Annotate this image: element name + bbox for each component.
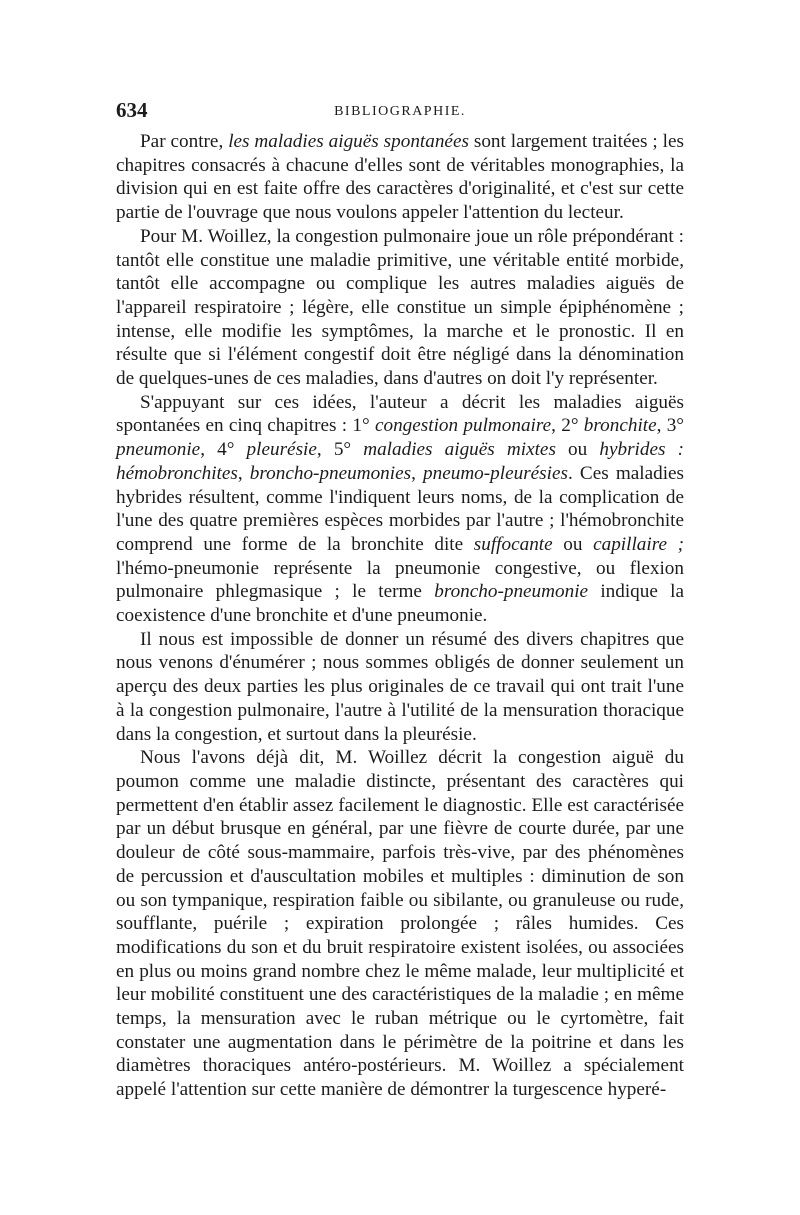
italic-text: pneumonie [116, 439, 201, 461]
italic-text: broncho-pneumonies [249, 462, 412, 484]
text-run: indique la coexistence d'une bronchite et d'une pneumonie. [116, 581, 685, 627]
text-run: . Ces maladies hybrides résultent, comme l'indiquent leurs noms, de la complication de l'une des quatre premières espèces morbides par l'autre ; l'hémobronchite comprend une forme de la bronchite dite [116, 462, 685, 555]
body-text [116, 130, 684, 1102]
page-number: 634 [116, 98, 148, 122]
text-run: , [411, 462, 424, 484]
page-header [116, 98, 684, 128]
running-title: BIBLIOGRAPHIE. [334, 104, 466, 119]
italic-text: les maladies aiguës spontanées [228, 131, 469, 152]
text-run: S'appuyant sur ces idées, l'auteur a décrit les maladies aiguës spontanées en cinq chapitres : 1° [116, 391, 684, 437]
italic-text: congestion pulmonaire [374, 415, 552, 437]
paragraph [116, 628, 684, 747]
text-run: , [237, 462, 250, 484]
italic-text: capillaire ; [593, 533, 684, 555]
paragraph [116, 746, 684, 1102]
text-run: ou [555, 439, 600, 461]
text-run: Il nous est impossible de donner un résumé des divers chapitres que nous venons d'énumérer ; nous sommes obligés de donner seulement un aperçu des deux parties les plus originales de ce travail qui ont trait l'une à la congestion pulmonaire, l'autre à l'utilité de la mensuration thoracique dans la congestion, et surtout dans la pleurésie. [116, 628, 684, 745]
italic-text: suffocante [473, 533, 553, 555]
italic-text: broncho-pneumonie [434, 581, 589, 603]
text-run: , 3° [656, 415, 684, 437]
text-run: Nous l'avons déjà dit, M. Woillez décrit la congestion aiguë du poumon comme une maladie distincte, présentant des caractères qui permettent d'en établir assez facilement le diagnostic. Elle est caractérisée par un début brusque en général, par une fièvre de courte durée, par une douleur de côté sous-mammaire, parfois très-vive, par des phénomènes de percussion et d'auscultation mobiles et multiples : diminution de son ou son tympanique, respiration faible ou sibilante, ou granuleuse ou rude, soufflante, puérile ; expiration prolongée ; râles humides. Ces modifications du son et du bruit respiratoire existent isolées, ou associées en plus ou moins grand nombre chez le même malade, leur multiplicité et leur mobilité constituent une des caractéristiques de la maladie ; en même temps, la mensuration avec le ruban métrique ou le cyrtomètre, fait constater une augmentation dans le périmètre de la poitrine et dans les diamètres thoraciques antéro-postérieurs. M. Woillez a spécialement appelé l'attention sur cette manière de démontrer la turgescence hyperé- [116, 747, 684, 1101]
text-run: Par contre, [140, 131, 229, 152]
text-run: , 2° [551, 415, 584, 437]
paragraph [116, 225, 684, 391]
text-run: Pour M. Woillez, la congestion pulmonaire joue un rôle prépondérant : tantôt elle constitue une maladie primitive, une véritable entité morbide, tantôt elle accompagne ou complique les autres maladies aiguës de l'appareil respiratoire ; légère, elle constitue un simple épiphénomène ; intense, elle modifie les symptômes, la marche et le pronostic. Il en résulte que si l'élément congestif doit être négligé dans la dénomination de quelques-unes de ces maladies, dans d'autres on doit l'y représenter. [116, 225, 684, 390]
paragraph [116, 130, 684, 225]
text-run: sont largement traitées ; les chapitres consacrés à chacune d'elles sont de véritables monographies, la division qui en est faite offre des caractères d'originalité, et c'est sur cette partie de l'ouvrage que nous voulons appeler l'attention du lecteur. [116, 131, 684, 224]
text-run: , 4° [200, 439, 247, 461]
italic-text: pleurésie [246, 439, 317, 461]
text-run: ou [552, 533, 594, 555]
italic-text: maladies aiguës mixtes [363, 439, 556, 461]
italic-text: bronchite [583, 415, 657, 437]
text-run: , 5° [316, 439, 364, 461]
italic-text: pneumo-pleurésies [423, 462, 568, 484]
italic-text: hybrides : hémobronchites [116, 439, 684, 484]
paragraph [116, 391, 684, 628]
text-run: l'hémo-pneumonie représente la pneumonie congestive, ou flexion pulmonaire phlegmasique ; le terme [116, 557, 684, 603]
